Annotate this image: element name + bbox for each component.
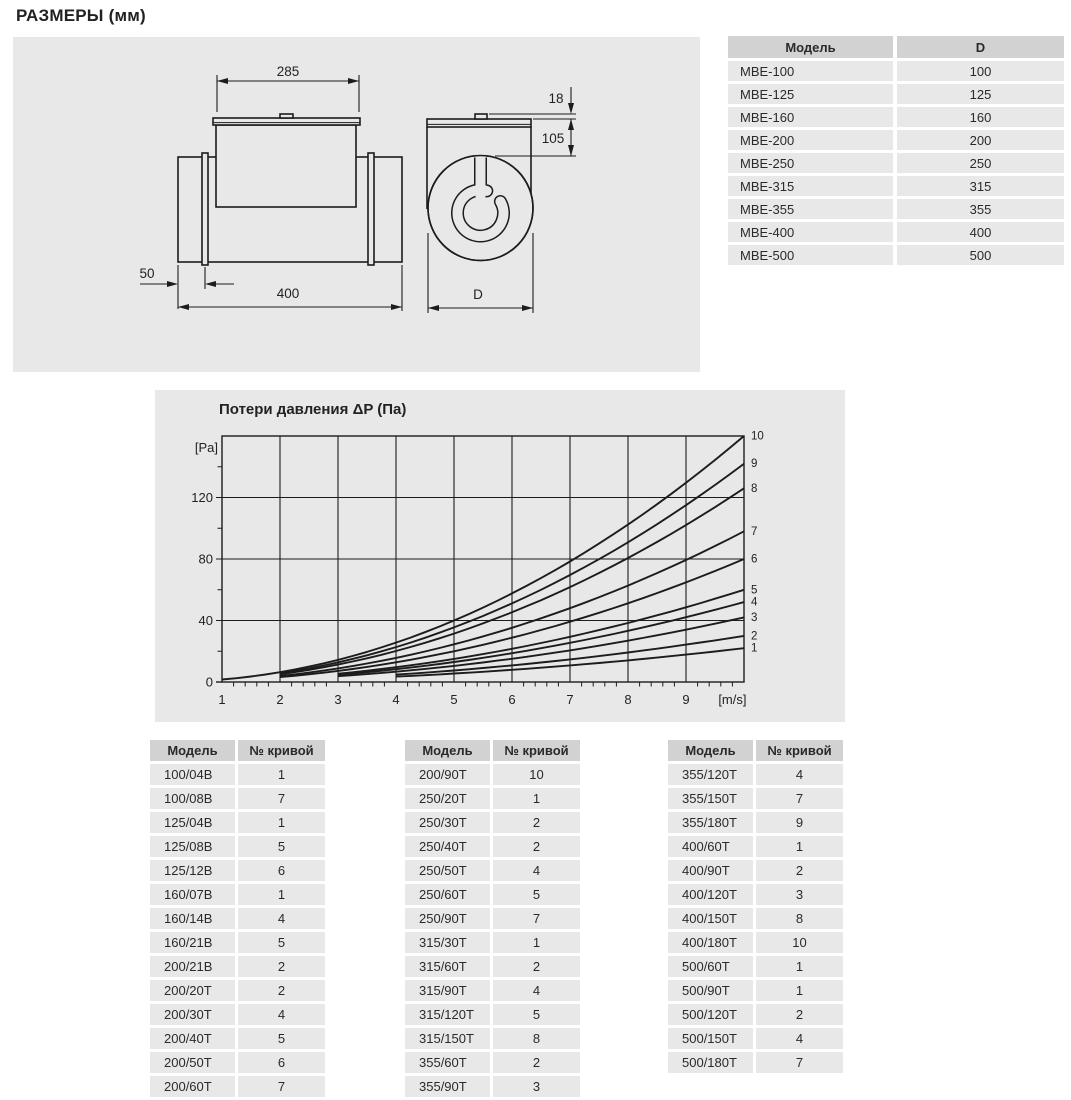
model-cell: MBE-125	[728, 84, 893, 104]
dim-285-label: 285	[276, 64, 300, 79]
table-row	[668, 1004, 843, 1025]
table-row	[405, 956, 580, 977]
model-cell: 250/60T	[405, 884, 490, 905]
model-cell: MBE-160	[728, 107, 893, 127]
value-cell: 5	[238, 1028, 325, 1049]
curve-table-1	[150, 740, 325, 1100]
value-cell: 4	[493, 980, 580, 1001]
model-cell: 400/90T	[668, 860, 753, 881]
x-tick-label: 3	[334, 692, 342, 707]
table-header-row	[668, 740, 843, 761]
model-cell: 355/180T	[668, 812, 753, 833]
column-header-curve: № кривой	[493, 740, 580, 761]
table-row	[668, 764, 843, 785]
model-cell: 315/90T	[405, 980, 490, 1001]
model-cell: 100/08B	[150, 788, 235, 809]
value-cell: 1	[238, 764, 325, 785]
dim-d-label: D	[473, 287, 483, 302]
lid-knob	[280, 114, 293, 118]
value-cell: 6	[238, 1052, 325, 1073]
value-cell: 1	[756, 980, 843, 1001]
model-cell: MBE-200	[728, 130, 893, 150]
value-cell: 7	[238, 788, 325, 809]
model-cell: 125/04B	[150, 812, 235, 833]
value-cell: 8	[756, 908, 843, 929]
table-row	[405, 908, 580, 929]
dim-105-label: 105	[541, 131, 565, 146]
front-view	[427, 114, 533, 261]
value-cell: 355	[897, 199, 1064, 219]
model-cell: 250/30T	[405, 812, 490, 833]
table-row	[728, 130, 1064, 150]
value-cell: 5	[238, 932, 325, 953]
table-row	[405, 764, 580, 785]
model-cell: 160/21B	[150, 932, 235, 953]
model-cell: MBE-250	[728, 153, 893, 173]
curve-label-5: 5	[751, 584, 758, 597]
table-row	[668, 812, 843, 833]
table-body	[668, 764, 843, 1073]
value-cell: 125	[897, 84, 1064, 104]
value-cell: 4	[238, 1004, 325, 1025]
curve-label-1: 1	[751, 642, 758, 655]
value-cell: 5	[493, 1004, 580, 1025]
column-header-curve: № кривой	[756, 740, 843, 761]
value-cell: 1	[756, 836, 843, 857]
value-cell: 2	[756, 1004, 843, 1025]
table-row	[728, 199, 1064, 219]
model-cell: 315/150T	[405, 1028, 490, 1049]
model-cell: 500/120T	[668, 1004, 753, 1025]
model-cell: 250/20T	[405, 788, 490, 809]
x-tick-label: 7	[566, 692, 574, 707]
table-row	[150, 836, 325, 857]
column-header-model: Модель	[668, 740, 753, 761]
model-cell: 400/150T	[668, 908, 753, 929]
model-cell: 355/90T	[405, 1076, 490, 1097]
x-tick-label: 6	[508, 692, 516, 707]
model-cell: 125/12B	[150, 860, 235, 881]
table-row	[150, 932, 325, 953]
curve-table-2	[405, 740, 580, 1100]
x-tick-label: 1	[218, 692, 226, 707]
front-lid	[427, 119, 531, 127]
table-row	[668, 932, 843, 953]
column-header-model: Модель	[728, 36, 893, 58]
y-tick-label: 0	[205, 674, 213, 690]
model-cell: MBE-500	[728, 245, 893, 265]
table-row	[668, 980, 843, 1001]
value-cell: 2	[493, 1052, 580, 1073]
table-row	[728, 84, 1064, 104]
table-row	[150, 908, 325, 929]
table-header-row	[728, 36, 1064, 58]
model-diameter-table	[728, 36, 1064, 268]
value-cell: 9	[756, 812, 843, 833]
table-row	[668, 956, 843, 977]
page-title: РАЗМЕРЫ (мм)	[16, 6, 146, 25]
value-cell: 3	[756, 884, 843, 905]
x-tick-label: 9	[682, 692, 690, 707]
value-cell: 7	[493, 908, 580, 929]
table-row	[405, 1052, 580, 1073]
model-cell: MBE-315	[728, 176, 893, 196]
value-cell: 1	[756, 956, 843, 977]
model-cell: 200/60T	[150, 1076, 235, 1097]
table-row	[668, 884, 843, 905]
value-cell: 1	[238, 884, 325, 905]
column-header-curve: № кривой	[238, 740, 325, 761]
model-cell: 500/90T	[668, 980, 753, 1001]
y-tick-label: 120	[191, 490, 213, 505]
value-cell: 4	[493, 860, 580, 881]
table-row	[150, 812, 325, 833]
curve-10	[222, 436, 744, 680]
column-header-d: D	[897, 36, 1064, 58]
value-cell: 100	[897, 61, 1064, 81]
table-row	[728, 176, 1064, 196]
table-row	[405, 860, 580, 881]
side-view	[178, 114, 402, 265]
x-tick-label: 4	[392, 692, 400, 707]
y-tick-label: 40	[198, 613, 213, 628]
model-cell: 200/30T	[150, 1004, 235, 1025]
table-row	[150, 980, 325, 1001]
curve-label-6: 6	[751, 553, 758, 566]
table-row	[405, 812, 580, 833]
value-cell: 500	[897, 245, 1064, 265]
table-body	[405, 764, 580, 1097]
table-row	[150, 788, 325, 809]
table-row	[150, 1076, 325, 1097]
pressure-loss-chart-panel	[155, 390, 845, 722]
value-cell: 400	[897, 222, 1064, 242]
value-cell: 4	[756, 764, 843, 785]
model-cell: 315/120T	[405, 1004, 490, 1025]
model-cell: 355/120T	[668, 764, 753, 785]
model-cell: 200/50T	[150, 1052, 235, 1073]
table-row	[728, 245, 1064, 265]
model-cell: MBE-100	[728, 61, 893, 81]
table-row	[405, 980, 580, 1001]
table-row	[668, 836, 843, 857]
model-cell: 250/40T	[405, 836, 490, 857]
curve-label-8: 8	[751, 482, 758, 495]
model-cell: MBE-400	[728, 222, 893, 242]
value-cell: 1	[238, 812, 325, 833]
left-flange-ring	[202, 153, 208, 265]
table-header-row	[150, 740, 325, 761]
table-row	[150, 1004, 325, 1025]
x-tick-label: 5	[450, 692, 458, 707]
model-cell: 100/04B	[150, 764, 235, 785]
table-header-row	[405, 740, 580, 761]
dim-50-label: 50	[139, 266, 155, 281]
model-cell: 200/90T	[405, 764, 490, 785]
model-cell: 500/60T	[668, 956, 753, 977]
curve-label-7: 7	[751, 525, 758, 538]
value-cell: 7	[238, 1076, 325, 1097]
table-row	[668, 1052, 843, 1073]
curve-table-3	[668, 740, 843, 1076]
value-cell: 4	[238, 908, 325, 929]
dim-18-label: 18	[548, 91, 564, 106]
value-cell: 315	[897, 176, 1064, 196]
model-cell: MBE-355	[728, 199, 893, 219]
curve-label-2: 2	[751, 630, 758, 643]
table-row	[728, 153, 1064, 173]
model-cell: 200/20T	[150, 980, 235, 1001]
value-cell: 10	[756, 932, 843, 953]
column-header-model: Модель	[150, 740, 235, 761]
table-row	[405, 788, 580, 809]
model-cell: 315/60T	[405, 956, 490, 977]
table-row	[150, 1028, 325, 1049]
x-tick-label: 8	[624, 692, 632, 707]
value-cell: 1	[493, 788, 580, 809]
value-cell: 10	[493, 764, 580, 785]
value-cell: 200	[897, 130, 1064, 150]
value-cell: 3	[493, 1076, 580, 1097]
value-cell: 2	[493, 956, 580, 977]
curve-label-10: 10	[751, 430, 764, 443]
model-cell: 315/30T	[405, 932, 490, 953]
x-tick-label: 2	[276, 692, 284, 707]
table-body	[728, 61, 1064, 265]
table-row	[668, 860, 843, 881]
table-row	[150, 860, 325, 881]
curve-label-3: 3	[751, 611, 758, 624]
right-flange-ring	[368, 153, 374, 265]
value-cell: 250	[897, 153, 1064, 173]
model-cell: 200/21B	[150, 956, 235, 977]
y-tick-label: 80	[198, 551, 213, 567]
model-cell: 500/180T	[668, 1052, 753, 1073]
model-cell: 250/50T	[405, 860, 490, 881]
dim-400-label: 400	[276, 286, 300, 301]
model-cell: 400/60T	[668, 836, 753, 857]
y-axis-unit-label: [Pa]	[194, 440, 218, 455]
value-cell: 160	[897, 107, 1064, 127]
model-cell: 160/07B	[150, 884, 235, 905]
model-cell: 355/150T	[668, 788, 753, 809]
column-header-model: Модель	[405, 740, 490, 761]
table-row	[150, 764, 325, 785]
table-row	[150, 956, 325, 977]
model-cell: 250/90T	[405, 908, 490, 929]
table-row	[150, 1052, 325, 1073]
front-knob	[475, 114, 487, 119]
table-row	[405, 1004, 580, 1025]
model-cell: 500/150T	[668, 1028, 753, 1049]
table-row	[405, 932, 580, 953]
table-row	[668, 1028, 843, 1049]
table-row	[405, 884, 580, 905]
model-cell: 400/180T	[668, 932, 753, 953]
value-cell: 6	[238, 860, 325, 881]
model-cell: 160/14B	[150, 908, 235, 929]
x-axis-unit-label: [m/s]	[718, 692, 747, 707]
value-cell: 2	[238, 980, 325, 1001]
dimensions-drawing-panel	[13, 37, 700, 372]
table-row	[150, 884, 325, 905]
value-cell: 2	[493, 836, 580, 857]
table-row	[405, 1028, 580, 1049]
terminal-box	[216, 125, 356, 207]
value-cell: 8	[493, 1028, 580, 1049]
model-cell: 355/60T	[405, 1052, 490, 1073]
curve-label-4: 4	[751, 596, 758, 609]
table-row	[728, 107, 1064, 127]
value-cell: 4	[756, 1028, 843, 1049]
table-row	[668, 908, 843, 929]
value-cell: 7	[756, 788, 843, 809]
pressure-loss-chart	[155, 390, 845, 722]
box-lid	[213, 118, 360, 125]
curve-4	[338, 602, 744, 675]
value-cell: 1	[493, 932, 580, 953]
table-row	[405, 1076, 580, 1097]
table-row	[405, 836, 580, 857]
value-cell: 7	[756, 1052, 843, 1073]
table-row	[668, 788, 843, 809]
table-body	[150, 764, 325, 1097]
value-cell: 2	[238, 956, 325, 977]
duct-heater-dimension-drawing	[13, 37, 700, 372]
value-cell: 2	[493, 812, 580, 833]
value-cell: 2	[756, 860, 843, 881]
value-cell: 5	[493, 884, 580, 905]
model-cell: 400/120T	[668, 884, 753, 905]
curve-label-9: 9	[751, 458, 758, 471]
table-row	[728, 61, 1064, 81]
model-cell: 125/08B	[150, 836, 235, 857]
table-row	[728, 222, 1064, 242]
model-cell: 200/40T	[150, 1028, 235, 1049]
value-cell: 5	[238, 836, 325, 857]
chart-title: Потери давления ΔP (Па)	[219, 401, 407, 418]
